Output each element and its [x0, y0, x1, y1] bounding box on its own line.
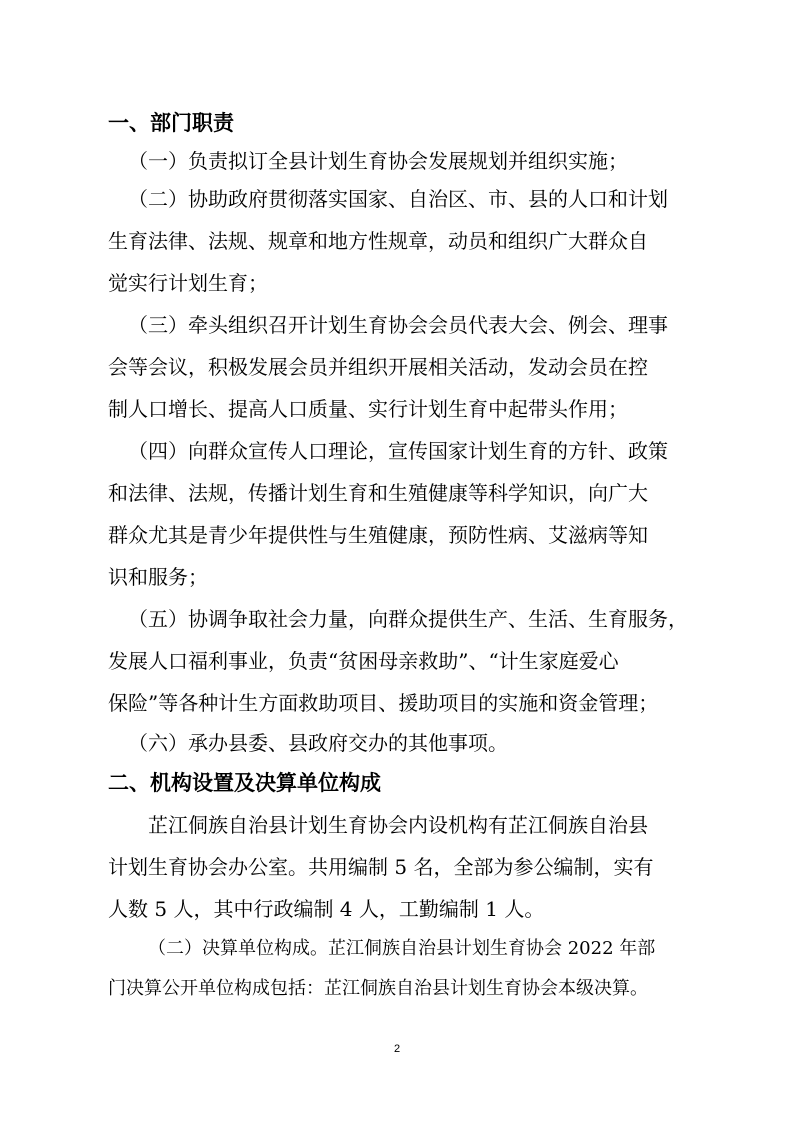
duty-item-3-line-3: 制人口增长、提高人口质量、实行计划生育中起带头作用；	[108, 397, 628, 421]
duty-item-2-line-1: （二）协助政府贯彻落实国家、自治区、市、县的人口和计划	[128, 187, 668, 211]
organization-paragraph-line-2: 计划生育协会办公室。共用编制 5 名，全部为参公编制，实有	[108, 855, 654, 879]
budget-unit-paragraph-line-1: （二）决算单位构成。芷江侗族自治县计划生育协会 2022 年部	[148, 938, 656, 959]
organization-paragraph-line-3: 人数 5 人，其中行政编制 4 人，工勤编制 1 人。	[108, 897, 545, 921]
organization-paragraph-line-1: 芷江侗族自治县计划生育协会内设机构有芷江侗族自治县	[148, 813, 648, 837]
duty-item-6: （六）承办县委、县政府交办的其他事项。	[128, 731, 508, 755]
duty-item-2-line-2: 生育法律、法规、规章和地方性规章，动员和组织广大群众自	[108, 229, 648, 253]
duty-item-4-line-1: （四）向群众宣传人口理论，宣传国家计划生育的方针、政策	[128, 439, 668, 463]
duty-item-5-line-2: 发展人口福利事业，负责“贫困母亲救助”、“计生家庭爱心	[108, 649, 619, 673]
duty-item-2-line-3: 觉实行计划生育；	[108, 271, 268, 295]
budget-unit-paragraph-line-2: 门决算公开单位构成包括：芷江侗族自治县计划生育协会本级决算。	[108, 978, 648, 999]
section-heading-duties: 一、部门职责	[108, 111, 234, 135]
page-number: 2	[393, 1043, 401, 1055]
duty-item-4-line-2: 和法律、法规，传播计划生育和生殖健康等科学知识，向广大	[108, 481, 648, 505]
duty-item-5-line-3: 保险”等各种计生方面救助项目、援助项目的实施和资金管理；	[108, 691, 659, 715]
duty-item-4-line-4: 识和服务；	[108, 565, 208, 589]
duty-item-4-line-3: 群众尤其是青少年提供性与生殖健康，预防性病、艾滋病等知	[108, 523, 648, 547]
duty-item-5-line-1: （五）协调争取社会力量，向群众提供生产、生活、生育服务，	[128, 607, 688, 631]
duty-item-3-line-2: 会等会议，积极发展会员并组织开展相关活动，发动会员在控	[108, 355, 648, 379]
duty-item-1: （一）负责拟订全县计划生育协会发展规划并组织实施；	[128, 149, 628, 173]
section-heading-organization: 二、机构设置及决算单位构成	[108, 771, 381, 795]
duty-item-3-line-1: （三）牵头组织召开计划生育协会会员代表大会、例会、理事	[128, 313, 668, 337]
